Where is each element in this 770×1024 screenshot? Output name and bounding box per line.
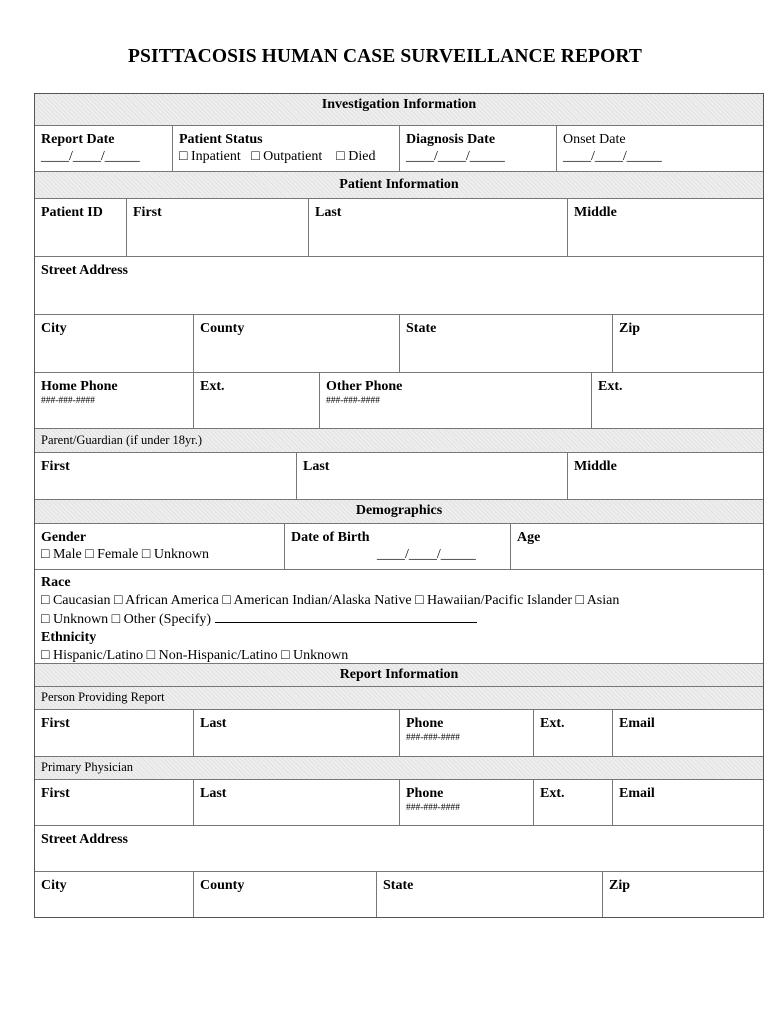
section-header-patient: Patient Information — [35, 172, 763, 199]
patient-city-field[interactable]: City — [41, 321, 67, 336]
physician-state-field[interactable]: State — [376, 872, 602, 917]
other-phone-field[interactable]: Other Phone ###-###-#### — [319, 373, 591, 428]
patient-street-field[interactable]: Street Address — [41, 263, 128, 278]
race-field: Race □ Caucasian □ African America □ American Indian/Alaska Native □ Hawaiian/Pacific Islander □ Asian □ Unknown □ Other (Specify) Ethnicity □ Hispanic/Latino □ Non-Hispanic/Latino □ Unknown — [35, 570, 763, 663]
home-phone-ext-field[interactable]: Ext. — [193, 373, 319, 428]
guardian-middle-name-field[interactable]: Middle — [567, 453, 763, 499]
section-header-report: Report Information — [35, 664, 763, 687]
patient-state-field[interactable]: State — [399, 315, 612, 372]
patient-first-name-field[interactable]: First — [126, 199, 308, 256]
home-phone-field[interactable]: Home Phone ###-###-#### — [41, 379, 118, 406]
onset-date-field[interactable]: Onset Date ____/____/_____ — [556, 126, 763, 171]
guardian-name-row — [35, 453, 763, 500]
physician-phone-ext-field[interactable]: Ext. — [533, 780, 612, 825]
patient-county-field[interactable]: County — [193, 315, 399, 372]
physician-county-field[interactable]: County — [193, 872, 376, 917]
race-checkboxes[interactable]: □ Caucasian □ African America □ American Indian/Alaska Native □ Hawaiian/Pacific Islander □ Asian — [41, 593, 620, 608]
patient-street-row — [35, 257, 763, 315]
investigation-row — [35, 126, 763, 172]
patient-zip-field[interactable]: Zip — [612, 315, 763, 372]
race-other-checkbox[interactable]: □ Unknown □ Other (Specify) — [41, 612, 212, 627]
patient-id-field[interactable]: Patient ID — [41, 205, 103, 220]
report-date-field[interactable]: Report Date ____/____/_____ — [41, 132, 140, 164]
guardian-last-name-field[interactable]: Last — [296, 453, 567, 499]
physician-first-name-field[interactable]: First — [41, 786, 70, 801]
provider-first-name-field[interactable]: First — [41, 716, 70, 731]
race-other-specify-input[interactable] — [215, 610, 477, 623]
patient-last-name-field[interactable]: Last — [308, 199, 567, 256]
physician-row — [35, 780, 763, 826]
physician-street-row — [35, 826, 763, 872]
patient-middle-name-field[interactable]: Middle — [567, 199, 763, 256]
gender-field: Gender □ Male □ Female □ Unknown — [35, 524, 284, 569]
section-header-report-provider: Person Providing Report — [35, 687, 763, 710]
ethnicity-checkboxes[interactable]: □ Hispanic/Latino □ Non-Hispanic/Latino □ Unknown — [41, 648, 349, 663]
section-header-investigation: Investigation Information — [35, 94, 763, 126]
section-header-demographics: Demographics — [35, 500, 763, 524]
section-header-guardian: Parent/Guardian (if under 18yr.) — [35, 429, 763, 453]
patient-city-row — [35, 315, 763, 373]
physician-last-name-field[interactable]: Last — [193, 780, 399, 825]
gender-checkboxes[interactable]: □ Male □ Female □ Unknown — [41, 547, 210, 562]
date-of-birth-field[interactable]: Date of Birth ____/____/_____ — [284, 524, 510, 569]
section-header-physician: Primary Physician — [35, 757, 763, 780]
provider-last-name-field[interactable]: Last — [193, 710, 399, 756]
patient-status-field: Patient Status □ Inpatient □ Outpatient □ Died — [172, 126, 399, 171]
physician-city-row — [35, 872, 763, 917]
died-checkbox[interactable]: □ Died — [336, 149, 376, 164]
patient-phone-row — [35, 373, 763, 429]
other-phone-ext-field[interactable]: Ext. — [591, 373, 763, 428]
patient-name-row — [35, 199, 763, 257]
guardian-first-name-field[interactable]: First — [41, 459, 70, 474]
ethnicity-label: Ethnicity — [41, 630, 97, 645]
surveillance-form — [34, 93, 764, 918]
demographics-row — [35, 524, 763, 570]
inpatient-checkbox[interactable]: □ Inpatient — [179, 149, 241, 164]
form-title: PSITTACOSIS HUMAN CASE SURVEILLANCE REPORT — [128, 46, 642, 67]
physician-phone-field[interactable]: Phone ###-###-#### — [399, 780, 533, 825]
provider-phone-field[interactable]: Phone ###-###-#### — [399, 710, 533, 756]
outpatient-checkbox[interactable]: □ Outpatient — [251, 149, 323, 164]
report-provider-row — [35, 710, 763, 757]
race-ethnicity-row — [35, 570, 763, 664]
age-field[interactable]: Age — [510, 524, 763, 569]
provider-email-field[interactable]: Email — [612, 710, 763, 756]
diagnosis-date-field[interactable]: Diagnosis Date ____/____/_____ — [399, 126, 556, 171]
physician-street-field[interactable]: Street Address — [41, 832, 128, 847]
physician-city-field[interactable]: City — [41, 878, 67, 893]
physician-zip-field[interactable]: Zip — [602, 872, 763, 917]
provider-phone-ext-field[interactable]: Ext. — [533, 710, 612, 756]
physician-email-field[interactable]: Email — [612, 780, 763, 825]
